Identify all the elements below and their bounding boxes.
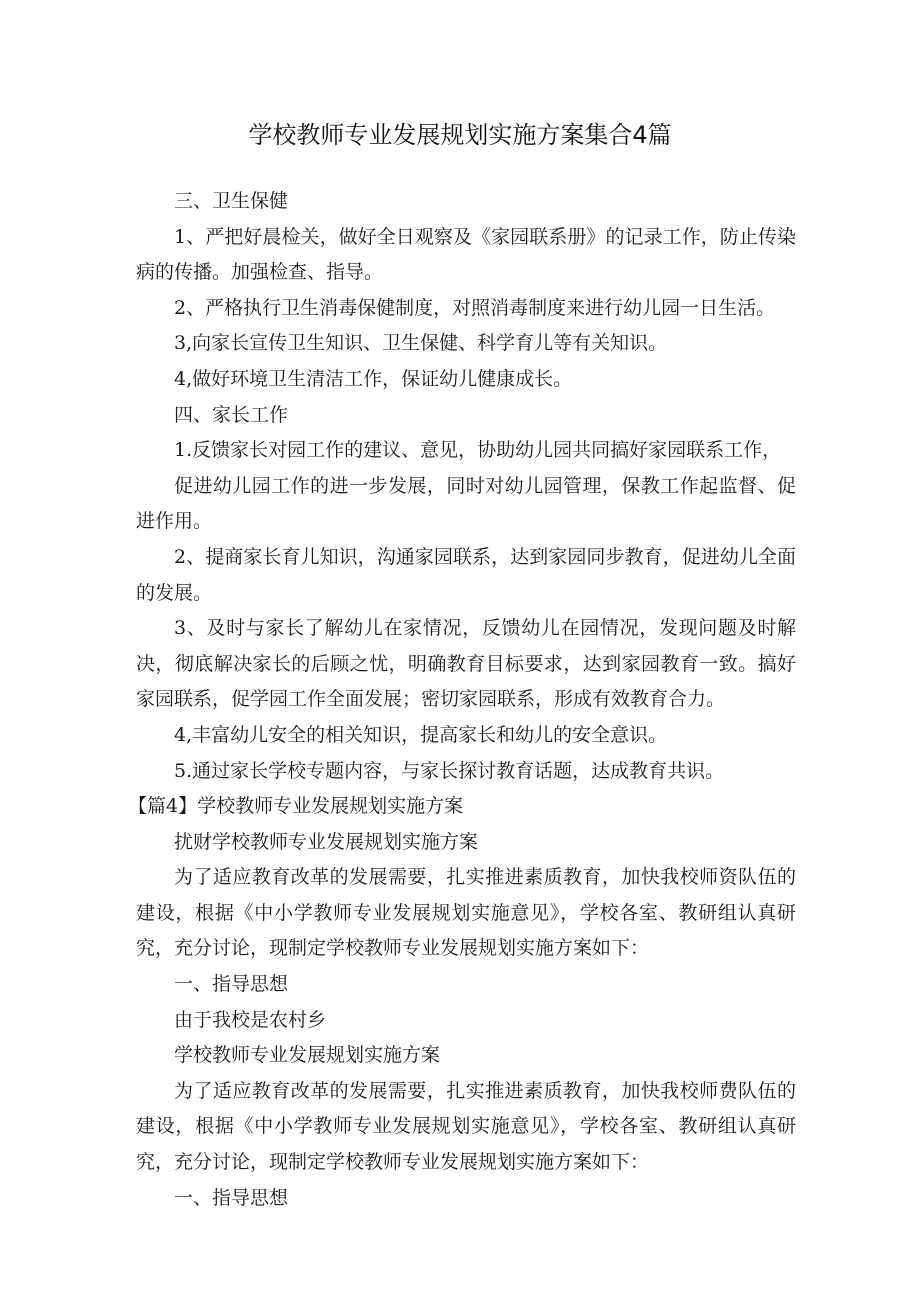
paragraph: 扰财学校教师专业发展规划实施方案 [174, 830, 479, 853]
paragraph: 5.通过家长学校专题内容，与家长探讨教育话题，达成教育共识。 [174, 759, 725, 782]
paragraph: 4,做好环境卫生清洁工作，保证幼儿健康成长。 [174, 367, 573, 390]
paragraph: 3,向家长宣传卫生知识、卫生保健、科学育儿等有关知识。 [174, 332, 668, 355]
paragraph: 【篇4】学校教师专业发展规划实施方案 [128, 795, 464, 818]
paragraph: 促进幼儿园工作的进一步发展，同时对幼儿园管理，保教工作起监督、促进作用。 [136, 474, 796, 533]
paragraph: 2、提商家长育儿知识，沟通家园联系，达到家园同步教育，促进幼儿全面的发展。 [136, 545, 796, 604]
document-title: 学校教师专业发展规划实施方案集合4篇 [248, 121, 672, 149]
paragraph: 四、家长工作 [174, 403, 289, 426]
paragraph: 一、指导思想 [174, 1186, 289, 1209]
paragraph: 1、严把好晨检关，做好全日观察及《家园联系册》的记录工作，防止传染病的传播。加强检查、指导。 [136, 225, 796, 284]
paragraph: 2、严格执行卫生消毒保健制度，对照消毒制度来进行幼儿园一日生活。 [174, 296, 776, 319]
paragraph: 为了适应教育改革的发展需要，扎实推进素质教育，加快我校师资队伍的建设，根据《中小学教师专业发展规划实施意见》，学校各室、教研组认真研究，充分讨论，现制定学校教师专业发展规划实施方案如下： [136, 866, 796, 960]
paragraph: 三、卫生保健 [174, 190, 289, 212]
paragraph: 3、及时与家长了解幼儿在家情况，反馈幼儿在园情况，发现问题及时解决，彻底解决家长的后顾之忧，明确教育目标要求，达到家园教育一致。搞好家园联系，促学园工作全面发展；密切家园联系，形成有效教育合力。 [136, 617, 796, 711]
paragraph: 学校教师专业发展规划实施方案 [174, 1044, 441, 1067]
paragraph: 1.反馈家长对园工作的建议、意见，协助幼儿园共同搞好家园联系工作， [174, 439, 782, 462]
paragraph: 一、指导思想 [174, 973, 289, 996]
paragraph: 4,丰富幼儿安全的相关知识，提高家长和幼儿的安全意识。 [174, 723, 668, 746]
paragraph: 为了适应教育改革的发展需要，扎实推进素质教育，加快我校师费队伍的建设，根据《中小学教师专业发展规划实施意见》，学校各室、教研组认真研究，充分讨论，现制定学校教师专业发展规划实施方案如下： [136, 1079, 796, 1174]
paragraph: 由于我校是农村乡 [174, 1008, 327, 1031]
document-body [128, 184, 796, 1216]
